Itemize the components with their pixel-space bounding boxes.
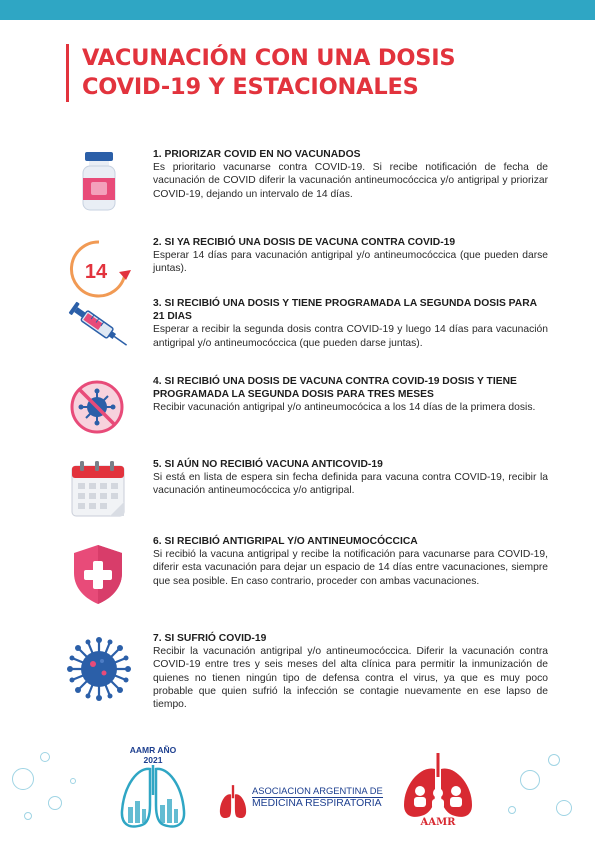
vaccine-vial-icon — [66, 148, 132, 214]
red-lungs-icon — [218, 783, 248, 821]
item-body: Si recibió la vacuna antigripal y recibe la notificación para vacunarse para COVID-19, diferir esta vacunación para dejar un espacio de 14 días entre vacunaciones, siempre que sea posible. En caso contrario, proceder con ambas vacunaciones. — [153, 549, 548, 587]
countdown-14-icon — [66, 236, 132, 302]
item-body: Recibir vacunación antigripal y/o antineumocócica a los 14 días de la primera dosis. — [153, 402, 536, 414]
aamr-year-number: 2021 — [143, 755, 163, 765]
item-heading: 7. SI SUFRIÓ COVID-19 — [153, 633, 267, 644]
item-body: Es prioritario vacunarse contra COVID-19. Si recibe notificación de fecha de vacunación de COVID diferir la vacunación antineumocóccica y/o antigripal y priorizar COVID-19, dejando un intervalo de 14 días. — [153, 162, 548, 200]
aamr-logo — [398, 753, 478, 835]
item-heading: 1. PRIORIZAR COVID EN NO VACUNADOS — [153, 149, 361, 160]
association-name — [252, 785, 383, 810]
top-banner-bar — [0, 0, 595, 20]
coronavirus-icon — [66, 636, 132, 702]
title-line-1: VACUNACIÓN CON UNA DOSIS — [82, 45, 456, 71]
item-body: Si está en lista de espera sin fecha definida para vacuna contra COVID-19, recibir la vacunación antineumocóccica y/o antigripal. — [153, 472, 548, 497]
aamr-2021-logo — [116, 745, 190, 833]
no-virus-icon — [66, 375, 132, 441]
countdown-number: 14 — [84, 261, 108, 283]
title-line-2: COVID-19 Y ESTACIONALES — [82, 74, 419, 100]
item-heading: 4. SI RECIBIÓ UNA DOSIS DE VACUNA CONTRA COVID-19 DOSIS Y TIENE PROGRAMADA LA SEGUNDA DOSIS PARA TRES MESES — [153, 376, 517, 401]
item-heading: 5. SI AÚN NO RECIBIÓ VACUNA ANTICOVID-19 — [153, 459, 383, 470]
page-title — [66, 44, 536, 102]
lungs-icon — [116, 745, 190, 833]
item-heading: 3. SI RECIBIÓ UNA DOSIS Y TIENE PROGRAMADA LA SEGUNDA DOSIS PARA 21 DIAS — [153, 298, 537, 323]
item-heading: 6. SI RECIBIÓ ANTIGRIPAL Y/O ANTINEUMOCÓCCICA — [153, 536, 418, 547]
aamr-year-text: AAMR AÑO — [129, 745, 177, 755]
aamr-acronym: AAMR — [420, 817, 456, 828]
item-body: Esperar 14 días para vacunación antigripal y/o antineumocóccica (que pueden darse juntas). — [153, 250, 548, 275]
calendar-icon — [66, 458, 132, 524]
association-line-2: MEDICINA RESPIRATORIA — [252, 798, 382, 809]
item-body: Recibir la vacunación antigripal y/o antineumocóccica. Diferir la vacunación contra COVID-19 entre tres y seis meses del alta clínica para permitir la inmunización de quienes no tienen ningún tipo de defensa contra el virus, ya que es muy poco probable que quien sufrió la infección se contagie nuevamente en ese lapso de tiempo. — [153, 646, 548, 711]
syringe-icon — [66, 297, 132, 363]
association-line-1: ASOCIACION ARGENTINA DE — [252, 785, 383, 796]
item-body: Esperar a recibir la segunda dosis contra COVID-19 y luego 14 días para vacunación antigripal y/o antineumocóccica (que pueden darse juntas). — [153, 324, 548, 349]
association-logo — [218, 779, 386, 825]
footer-logos — [0, 745, 595, 842]
medical-shield-icon — [66, 541, 132, 607]
item-heading: 2. SI YA RECIBIÓ UNA DOSIS DE VACUNA CONTRA COVID-19 — [153, 237, 456, 248]
